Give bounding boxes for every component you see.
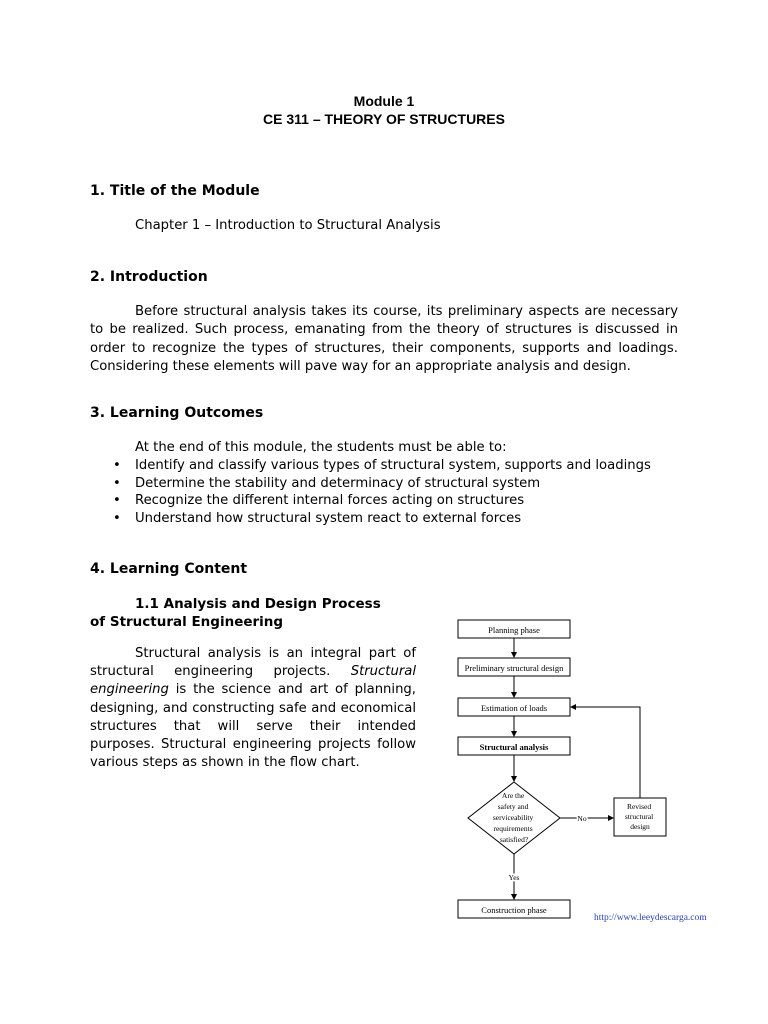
learning-outcomes-heading: 3. Learning Outcomes xyxy=(90,405,264,421)
decision-line: Are the xyxy=(501,791,525,800)
planning-phase-label: Planning phase xyxy=(488,625,540,635)
decision-line: satisfied? xyxy=(499,835,529,844)
construction-phase-label: Construction phase xyxy=(481,905,547,915)
outcomes-list xyxy=(90,457,651,527)
list-item: • Identify and classify various types of structural system, supports and loadings xyxy=(90,457,651,475)
revised-line: Revised xyxy=(626,802,652,811)
design-process-flowchart xyxy=(440,610,740,922)
subheading-text: 1.1 Analysis and Design Process of Structural Engineering xyxy=(90,596,381,630)
learning-content-heading: 4. Learning Content xyxy=(90,561,248,577)
list-item: • Understand how structural system react to external forces xyxy=(90,510,651,528)
list-item: • Recognize the different internal forces acting on structures xyxy=(90,492,651,510)
chapter-title: Chapter 1 – Introduction to Structural Analysis xyxy=(135,218,441,233)
source-credit: http://www.leeydescarga.com xyxy=(594,913,707,923)
title-of-module-heading: 1. Title of the Module xyxy=(90,183,260,199)
decision-line: serviceability xyxy=(492,813,534,822)
content-emphasis: Structural engineering xyxy=(90,664,416,698)
introduction-paragraph xyxy=(90,303,678,376)
module-number: Module 1 xyxy=(353,93,415,109)
revised-line: design xyxy=(630,822,650,831)
revised-line: structural xyxy=(624,812,654,821)
learning-content-paragraph xyxy=(90,645,416,772)
course-title: CE 311 – THEORY OF STRUCTURES xyxy=(263,111,505,127)
section-subheading xyxy=(90,595,390,631)
introduction-text: Before structural analysis takes its course, its preliminary aspects are necessary to be realized. Such process, emanating from the theory of structures is discussed in order to recognize the types of structures, their components, supports and loadings. Considering these elements will pave way for an appropriate analysis and design. xyxy=(90,304,678,374)
content-text-1: Structural analysis is an integral part of structural engineering projects. xyxy=(90,646,416,680)
no-label: No xyxy=(577,814,587,823)
outcomes-intro: At the end of this module, the students must be able to: xyxy=(135,440,507,455)
list-item: • Determine the stability and determinacy of structural system xyxy=(90,475,651,493)
decision-line: safety and xyxy=(497,802,529,811)
yes-label: Yes xyxy=(508,873,520,882)
estimation-of-loads-label: Estimation of loads xyxy=(480,703,548,713)
introduction-heading: 2. Introduction xyxy=(90,269,208,285)
content-text-2: is the science and art of planning, designing, and constructing safe and economical structures that will serve their intended purposes. Structural engineering projects follow various steps as shown in the flow chart. xyxy=(90,682,416,771)
decision-line: requirements xyxy=(493,824,533,833)
structural-analysis-label: Structural analysis xyxy=(479,742,549,752)
preliminary-design-label: Preliminary structural design xyxy=(464,663,564,673)
feedback-arrow xyxy=(571,707,640,798)
